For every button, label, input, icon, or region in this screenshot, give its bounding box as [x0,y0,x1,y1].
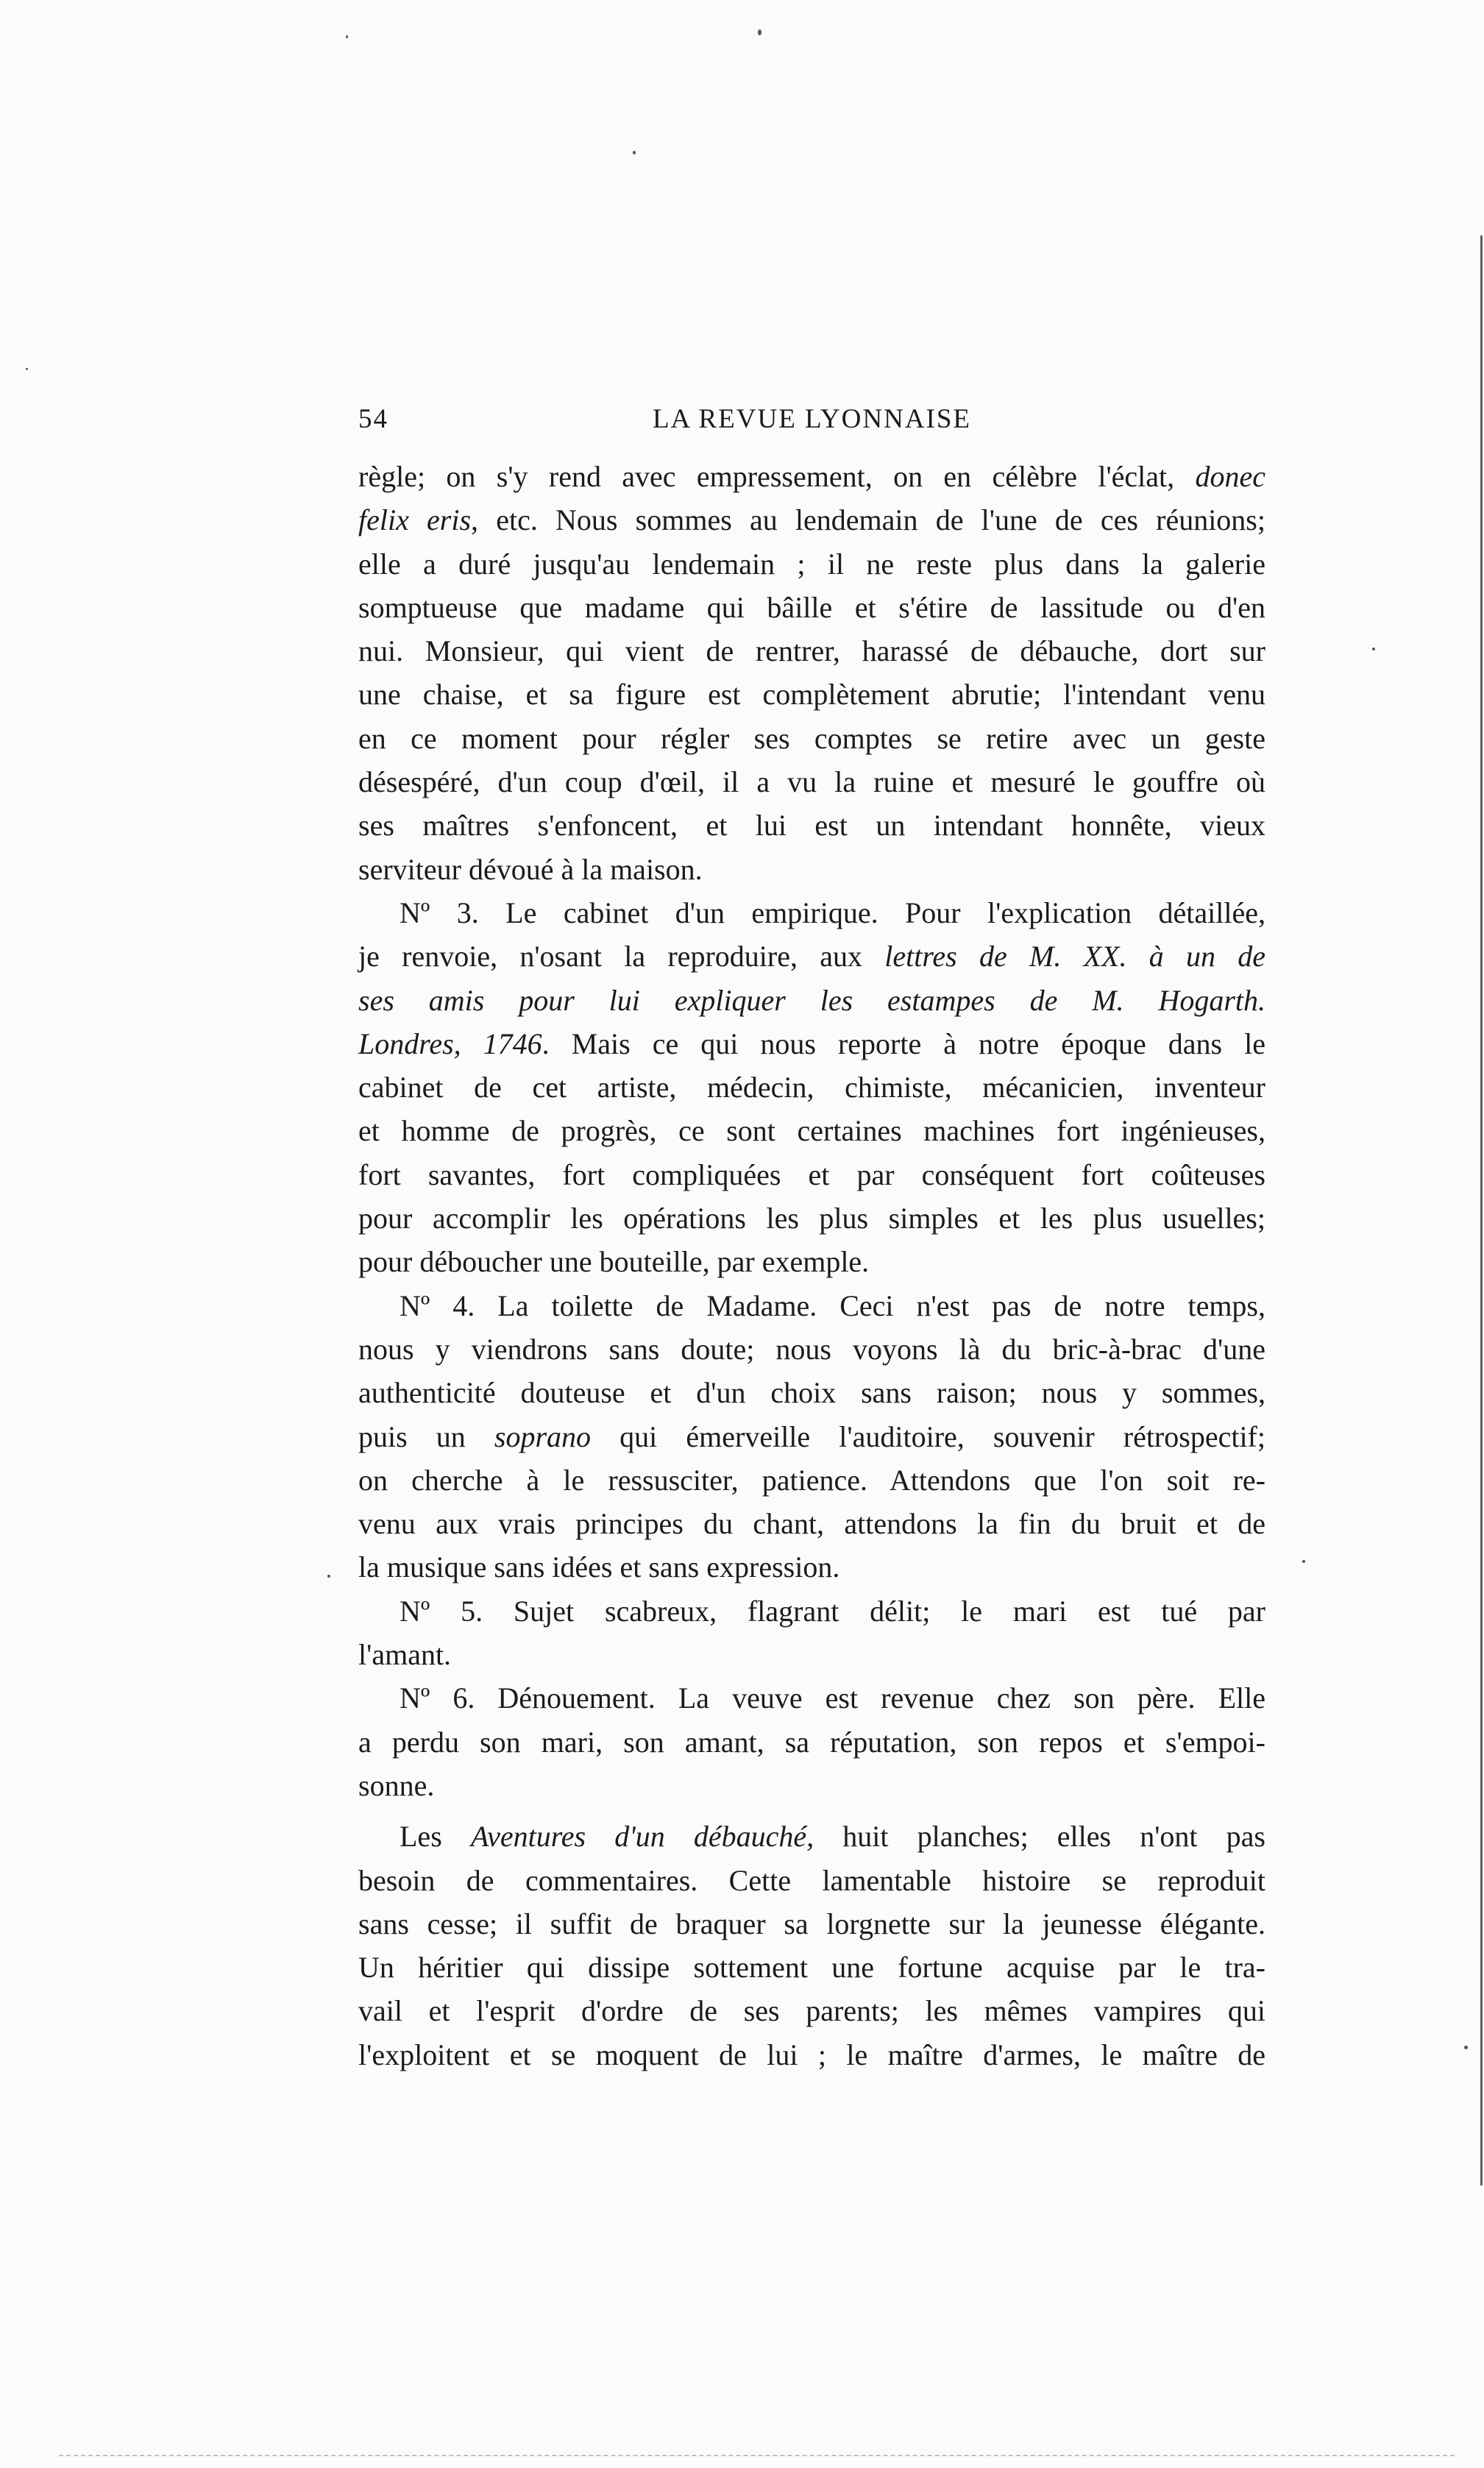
text-line: Nº 6. Dénouement. La veuve est revenue chez son père. Elle [400,1681,1265,1715]
text-line: serviteur dévoué à la maison. [358,852,703,886]
text-line: somptueuse que madame qui bâille et s'étire de lassitude ou d'en [358,590,1265,624]
text-line: on cherche à le ressusciter, patience. Attendons que l'on soit re- [358,1463,1265,1497]
page-number: 54 [358,404,388,434]
text-line: règle; on s'y rend avec empressement, on en célèbre l'éclat, donec [358,460,1265,493]
text-line: fort savantes, fort compliquées et par conséquent fort coûteuses [358,1157,1265,1191]
text-line: et homme de progrès, ce sont certaines machines fort ingénieuses, [358,1114,1265,1148]
text-line: pour déboucher une bouteille, par exemple. [358,1245,870,1279]
paragraph-gap [358,1807,1265,1815]
scan-speck [1372,648,1375,650]
text-line: venu aux vrais principes du chant, attendons la fin du bruit et de [358,1507,1265,1541]
text-line: authenticité douteuse et d'un choix sans raison; nous y sommes, [358,1376,1265,1410]
body-text [358,455,1265,2077]
running-title: LA REVUE LYONNAISE [652,404,972,434]
text-line: ses amis pour lui expliquer les estampes de M. Hogarth. [358,983,1265,1017]
text-line: l'amant. [358,1638,452,1672]
text-line: pour accomplir les opérations les plus simples et les plus usuelles; [358,1202,1265,1235]
scan-speck [327,1575,330,1578]
text-line: sonne. [358,1768,435,1802]
scan-edge-line [1480,235,1483,2185]
text-line: l'exploitent et se moquent de lui ; le maître d'armes, le maître de [358,2038,1265,2071]
text-line: cabinet de cet artiste, médecin, chimiste, mécanicien, inventeur [358,1071,1265,1104]
text-line: besoin de commentaires. Cette lamentable histoire se reproduit [358,1863,1265,1897]
scan-speck [1464,2046,1468,2049]
text-line: Nº 5. Sujet scabreux, flagrant délit; le mari est tué par [400,1594,1265,1628]
text-line: Un héritier qui dissipe sottement une fortune acquise par le tra- [358,1951,1265,1985]
text-line: une chaise, et sa figure est complètement abrutie; l'intendant venu [358,678,1265,712]
scan-speck [26,368,28,370]
text-line: vail et l'esprit d'ordre de ses parents; les mêmes vampires qui [358,1994,1265,2028]
text-line: a perdu son mari, son amant, sa réputation, son repos et s'empoi- [358,1725,1265,1759]
text-line: elle a duré jusqu'au lendemain ; il ne reste plus dans la galerie [358,547,1265,581]
text-line: Nº 3. Le cabinet d'un empirique. Pour l'explication détaillée, [400,896,1265,929]
text-line: en ce moment pour régler ses comptes se retire avec un geste [358,721,1265,755]
scan-speck [346,35,348,38]
page-header [358,403,1265,447]
text-line: ses maîtres s'enfoncent, et lui est un intendant honnête, vieux [358,809,1265,843]
text-line: puis un soprano qui émerveille l'auditoire, souvenir rétrospectif; [358,1419,1265,1453]
scan-speck [1302,1560,1305,1563]
text-line: Les Aventures d'un débauché, huit planches; elles n'ont pas [400,1820,1265,1854]
text-line: désespéré, d'un coup d'œil, il a vu la ruine et mesuré le gouffre où [358,765,1265,799]
text-line: la musique sans idées et sans expression. [358,1550,840,1584]
text-line: nui. Monsieur, qui vient de rentrer, harassé de débauche, dort sur [358,634,1265,668]
text-line: nous y viendrons sans doute; nous voyons là du bric-à-brac d'une [358,1332,1265,1366]
scan-bottom-edge [59,2455,1455,2458]
text-line: sans cesse; il suffit de braquer sa lorgnette sur la jeunesse élégante. [358,1907,1265,1940]
text-line: je renvoie, n'osant la reproduire, aux lettres de M. XX. à un de [358,940,1265,974]
text-line: felix eris, etc. Nous sommes au lendemain de l'une de ces réunions; [358,503,1265,537]
scan-speck [758,29,761,35]
text-line: Londres, 1746. Mais ce qui nous reporte à notre époque dans le [358,1026,1265,1060]
scan-speck [633,151,636,155]
text-line: Nº 4. La toilette de Madame. Ceci n'est pas de notre temps, [400,1288,1265,1322]
